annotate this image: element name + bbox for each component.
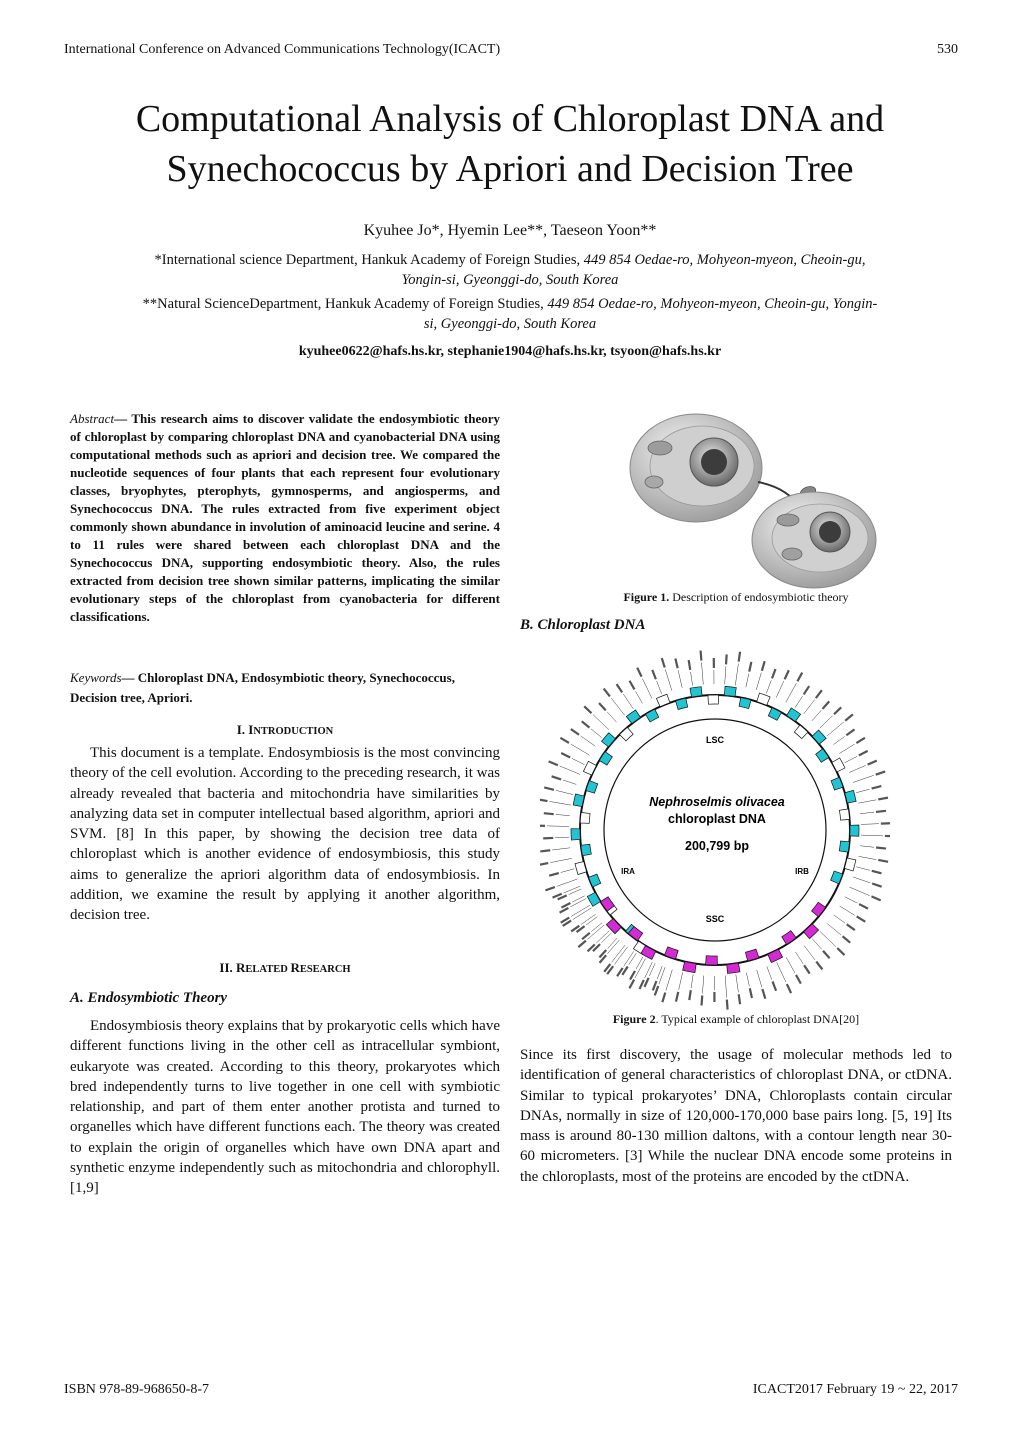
- gene-block: [839, 841, 849, 852]
- gene-label-glyph: [878, 798, 888, 800]
- gene-block: [571, 829, 580, 840]
- gene-label-glyph: [675, 659, 677, 669]
- gene-label-glyph: [540, 863, 548, 865]
- gene-block: [583, 761, 596, 775]
- gene-label-glyph: [727, 1000, 728, 1010]
- gene-block: [602, 733, 616, 747]
- subsection-heading-chloroplast-dna: B. Chloroplast DNA: [520, 617, 646, 633]
- gene-label-glyph: [540, 799, 547, 801]
- gene-label-tick: [586, 917, 597, 925]
- authors: Kyuhee Jo*, Hyemin Lee**, Taeseon Yoon**: [363, 222, 657, 239]
- gene-label-tick: [555, 837, 569, 838]
- abstract: [70, 410, 500, 626]
- gene-label-glyph: [701, 996, 702, 1006]
- gene-label-glyph: [662, 658, 665, 668]
- gene-label-tick: [776, 681, 784, 697]
- gene-label-tick: [736, 975, 739, 993]
- region-label-irb: IRB: [795, 867, 809, 876]
- gene-label-tick: [839, 744, 854, 753]
- gene-label-tick: [795, 696, 803, 708]
- gene-label-glyph: [561, 753, 570, 757]
- gene-label-tick: [607, 712, 616, 722]
- gene-label-glyph: [804, 686, 809, 694]
- gene-label-glyph: [582, 721, 590, 727]
- gene-label-glyph: [545, 887, 554, 890]
- gene-label-glyph: [762, 661, 765, 671]
- region-label-lsc: LSC: [706, 735, 724, 745]
- gene-label-glyph: [604, 689, 610, 697]
- gene-label-tick: [861, 824, 879, 825]
- figure-1-label: Figure 1.: [623, 590, 670, 604]
- gene-block: [587, 892, 600, 906]
- footer-event: ICACT2017 February 19 ~ 22, 2017: [752, 1382, 958, 1397]
- keywords: [70, 668, 500, 708]
- gene-label-glyph: [845, 714, 853, 720]
- gene-block: [757, 693, 770, 705]
- gene-label-tick: [840, 906, 855, 915]
- gene-label-tick: [591, 729, 602, 738]
- gene-label-tick: [827, 923, 841, 935]
- gene-label-tick: [611, 698, 625, 715]
- gene-label-tick: [834, 915, 845, 923]
- page-number: 530: [937, 42, 958, 57]
- gene-block: [599, 752, 612, 766]
- gene-label-tick: [601, 933, 611, 943]
- gene-label-tick: [552, 848, 570, 850]
- gene-block: [580, 812, 590, 823]
- gene-label-tick: [659, 967, 665, 984]
- gene-label-glyph: [644, 978, 648, 987]
- gene-label-glyph: [739, 652, 740, 662]
- figure-1-endosymbiosis-illustration: [618, 410, 878, 590]
- gene-label-tick: [642, 678, 652, 698]
- gene-label-tick: [812, 939, 821, 949]
- region-label-ira: IRA: [621, 867, 635, 876]
- gene-label-tick: [804, 946, 815, 960]
- gene-label-glyph: [868, 761, 877, 765]
- gene-label-glyph: [878, 860, 888, 862]
- gene-label-tick: [635, 691, 642, 703]
- figure-2-caption-text: . Typical example of chloroplast DNA[20]: [655, 1012, 860, 1026]
- gene-label-glyph: [846, 729, 854, 735]
- gene-label-tick: [679, 972, 683, 990]
- gene-label-tick: [564, 886, 581, 893]
- gene-label-glyph: [655, 986, 658, 995]
- gene-label-glyph: [544, 787, 554, 789]
- introduction-text: This document is a template. Endosymbiosis is the most convincing theory of the cell evolution. According to the preceding research, it was already revealed that bacteria and mitochondria have similarities by analyzing data set in computer intellectual based algorithm, apriori and SVM. [8] In this paper, by showing the decision tree data of chloroplast which is another evidence of endosymbiosis, this study aims to generalize the apriori algorithm data of endosymbiosis. In addition, we examine the result by applying it another algorithm, decision tree.: [70, 745, 500, 924]
- gene-label-tick: [849, 887, 869, 896]
- affiliation-2-address: 449 854 Oedae-ro, Mohyeon-myeon, Cheoin-gu, Yongin-: [547, 296, 878, 312]
- author-emails: kyuhee0622@hafs.hs.kr, stephanie1904@hafs.hs.kr, tsyoon@hafs.hs.kr: [298, 344, 722, 359]
- gene-block: [708, 695, 719, 704]
- keywords-text: Chloroplast DNA, Endosymbiotic theory, Synechococcus, Decision tree, Apriori.: [70, 670, 455, 705]
- gene-label-glyph: [823, 951, 830, 958]
- abstract-label: Abstract: [70, 411, 115, 426]
- gene-label-tick: [746, 973, 749, 987]
- gene-block: [794, 725, 808, 739]
- gene-label-tick: [550, 858, 572, 862]
- gene-label-glyph: [823, 701, 830, 708]
- gene-label-glyph: [726, 654, 727, 664]
- gene-label-glyph: [750, 988, 752, 998]
- gene-label-tick: [636, 957, 643, 969]
- gene-label-tick: [725, 976, 727, 998]
- gene-label-tick: [614, 947, 627, 965]
- gene-block: [816, 749, 829, 763]
- gene-label-glyph: [640, 980, 644, 989]
- gene-label-tick: [725, 666, 726, 684]
- genome-species-name: Nephroselmis olivacea: [649, 795, 785, 809]
- gene-label-glyph: [816, 962, 822, 970]
- gene-label-glyph: [599, 703, 606, 710]
- gene-label-tick: [860, 846, 874, 848]
- gene-label-tick: [608, 938, 617, 948]
- gene-label-glyph: [816, 690, 822, 698]
- section-heading-related-research: II. RELATED RESEARCH: [219, 960, 351, 975]
- gene-label-glyph: [787, 984, 791, 993]
- gene-label-tick: [563, 780, 576, 784]
- gene-label-tick: [756, 673, 761, 690]
- gene-block: [787, 708, 801, 722]
- gene-label-tick: [804, 700, 815, 714]
- gene-label-tick: [702, 663, 704, 685]
- gene-label-tick: [767, 966, 772, 979]
- affiliation-2-city: si, Gyeonggi-do, South Korea: [423, 316, 597, 332]
- gene-label-tick: [757, 970, 762, 987]
- gene-label-glyph: [549, 761, 558, 765]
- gene-label-glyph: [552, 776, 561, 779]
- gene-label-tick: [560, 766, 580, 774]
- gene-label-tick: [812, 710, 821, 720]
- gene-label-glyph: [561, 903, 570, 908]
- gene-label-glyph: [773, 981, 777, 990]
- gene-label-tick: [702, 976, 703, 994]
- gene-label-tick: [572, 758, 585, 764]
- gene-label-tick: [766, 680, 771, 693]
- gene-label-glyph: [560, 738, 569, 743]
- gene-label-glyph: [653, 981, 657, 990]
- gene-label-glyph: [872, 883, 881, 886]
- gene-block: [832, 758, 845, 772]
- gene-label-tick: [557, 879, 578, 886]
- gene-block: [768, 708, 781, 721]
- keywords-dash: —: [121, 670, 138, 685]
- gene-block: [620, 727, 634, 741]
- gene-label-tick: [624, 951, 634, 966]
- gene-block: [656, 694, 670, 706]
- gene-label-tick: [859, 800, 877, 803]
- gene-label-glyph: [630, 681, 635, 690]
- affiliation-1: [64, 250, 956, 290]
- gene-label-glyph: [876, 811, 886, 812]
- gene-label-tick: [795, 952, 803, 964]
- gene-label-tick: [691, 672, 693, 686]
- gene-label-glyph: [856, 738, 865, 743]
- gene-block: [683, 962, 697, 973]
- figure-2-chloroplast-genome-map: [540, 640, 890, 1010]
- gene-label-glyph: [804, 965, 810, 973]
- paper-title: [60, 94, 960, 194]
- gene-block: [664, 947, 678, 959]
- gene-label-tick: [581, 736, 596, 746]
- gene-label-glyph: [876, 847, 886, 848]
- genome-size: 200,799 bp: [685, 839, 749, 853]
- gene-block: [573, 794, 584, 807]
- gene-label-tick: [569, 889, 582, 895]
- affiliation-1-city: Yongin-si, Gyeonggi-do, South Korea: [401, 272, 619, 288]
- gene-label-glyph: [629, 980, 634, 989]
- gene-label-glyph: [834, 707, 841, 714]
- gene-label-tick: [587, 925, 604, 939]
- gene-block: [645, 709, 658, 722]
- gene-label-tick: [860, 812, 874, 814]
- gene-label-glyph: [749, 662, 751, 672]
- gene-label-glyph: [859, 751, 868, 756]
- affiliation-2: [64, 294, 956, 334]
- gene-block: [739, 697, 751, 708]
- gene-label-glyph: [689, 660, 691, 670]
- gene-label-glyph: [549, 873, 559, 876]
- figure-2-caption: [520, 1012, 952, 1027]
- gene-label-glyph: [837, 948, 844, 955]
- gene-label-tick: [859, 856, 877, 859]
- gene-label-glyph: [872, 871, 882, 874]
- genome-region-ring: [604, 719, 826, 941]
- gene-label-glyph: [540, 850, 550, 851]
- gene-label-tick: [678, 670, 682, 688]
- gene-block: [812, 902, 826, 917]
- gene-label-tick: [556, 790, 573, 794]
- gene-label-glyph: [762, 989, 765, 999]
- gene-label-tick: [649, 963, 655, 976]
- gene-block: [768, 949, 783, 962]
- gene-block: [850, 825, 859, 836]
- gene-label-tick: [845, 897, 857, 903]
- gene-label-tick: [561, 869, 574, 873]
- footer-isbn: ISBN 978-89-968650-8-7: [64, 1382, 210, 1397]
- gene-label-glyph: [872, 786, 882, 789]
- title-line-1: Computational Analysis of Chloroplast DNA and: [135, 98, 885, 140]
- gene-block: [626, 710, 640, 724]
- endosymbiotic-theory-text: Endosymbiosis theory explains that by prokaryotic cells which have different functions living in the other cell as intracellular symbiont, eukaryote was created. According to this theory, prokaryotes which bred independently turns to live together in one cell with symbiotic relationship, and part of them enter another protista and turned to organelles which have different functions each. The theory was created to explain the origin of organelles which have own DNA apart and synthetic enzyme independently such as mitochondria and chlorophyll. [1,9]: [70, 1018, 500, 1197]
- gene-label-glyph: [571, 729, 579, 735]
- gene-label-tick: [665, 670, 672, 691]
- gene-label-glyph: [857, 916, 866, 921]
- gene-block: [706, 956, 718, 965]
- gene-label-tick: [786, 957, 795, 973]
- gene-label-tick: [623, 694, 633, 709]
- gene-label-tick: [827, 722, 844, 736]
- affiliation-2-plain: **Natural ScienceDepartment, Hankuk Academy of Foreign Studies,: [142, 296, 548, 312]
- gene-label-glyph: [617, 684, 623, 692]
- gene-label-glyph: [622, 966, 627, 974]
- gene-block: [724, 686, 736, 696]
- gene-label-tick: [833, 736, 844, 744]
- gene-label-tick: [657, 681, 662, 694]
- gene-label-glyph: [785, 670, 789, 679]
- gene-label-glyph: [584, 706, 591, 713]
- figure-1-caption-text: Description of endosymbiotic theory: [669, 590, 849, 604]
- gene-label-glyph: [796, 975, 801, 984]
- gene-blocks: [571, 686, 859, 973]
- gene-block: [812, 730, 826, 744]
- gene-label-tick: [853, 877, 870, 883]
- gene-block: [804, 924, 819, 939]
- gene-label-tick: [556, 814, 570, 815]
- section-heading-introduction: I. INTRODUCTION: [236, 722, 334, 737]
- gene-label-glyph: [871, 896, 880, 900]
- gene-label-glyph: [544, 813, 554, 814]
- gene-label-glyph: [662, 993, 665, 1003]
- gene-label-tick: [820, 716, 833, 729]
- gene-label-tick: [820, 931, 836, 946]
- figure-1-caption: [520, 590, 952, 605]
- gene-label-glyph: [876, 771, 885, 774]
- gene-label-tick: [549, 801, 571, 805]
- gene-block: [831, 871, 843, 884]
- gene-label-tick: [845, 756, 857, 762]
- figure-2-label: Figure 2: [612, 1012, 656, 1026]
- subsection-heading-endosymbiotic-theory: A. Endosymbiotic Theory: [70, 990, 228, 1006]
- gene-label-glyph: [772, 669, 776, 678]
- affiliation-1-address: 449 854 Oedae-ro, Mohyeon-myeon, Cheoin-gu,: [583, 252, 866, 268]
- gene-label-glyph: [652, 670, 656, 679]
- gene-label-glyph: [630, 971, 635, 980]
- gene-block: [831, 777, 843, 790]
- gene-label-glyph: [560, 908, 569, 913]
- region-label-ssc: SSC: [705, 914, 725, 924]
- gene-label-tick: [645, 962, 653, 978]
- gene-label-tick: [571, 744, 590, 755]
- gene-label-tick: [593, 715, 609, 730]
- gene-label-glyph: [578, 941, 586, 948]
- gene-label-tick: [856, 867, 870, 871]
- gene-label-glyph: [701, 651, 702, 661]
- gene-label-glyph: [859, 904, 868, 909]
- gene-label-glyph: [689, 990, 690, 1000]
- gene-label-glyph: [617, 968, 623, 976]
- gene-label-tick: [572, 896, 584, 902]
- gene-label-tick: [849, 765, 866, 772]
- gene-label-tick: [746, 674, 749, 688]
- running-header: International Conference on Advanced Communications Technology(ICACT): [64, 42, 501, 57]
- gene-block: [581, 844, 591, 855]
- chloroplast-dna-text: Since its first discovery, the usage of molecular methods led to identification of general characteristics of chloroplast DNA, or ctDNA. Similar to typical prokaryotes’ DNA, Chloroplasts contain circular DNAs, normally in size of 120,000-170,000 base pairs long. [5, 19] Its mass is around 80-130 million daltons, with a contour length near 30-60 micrometers. [3] While the nuclear DNA encode some proteins in the chloroplasts, most of the proteins are encoded by the ctDNA.: [520, 1047, 952, 1185]
- genome-subtitle: chloroplast DNA: [668, 812, 766, 826]
- gene-label-tick: [777, 962, 786, 982]
- gene-block: [782, 931, 796, 945]
- gene-label-tick: [570, 899, 586, 907]
- gene-label-tick: [853, 775, 874, 782]
- gene-block: [839, 809, 849, 820]
- gene-label-tick: [856, 789, 870, 793]
- gene-label-tick: [591, 923, 602, 932]
- gene-block: [589, 874, 601, 887]
- title-line-2: Synechococcus by Apriori and Decision Tree: [166, 148, 854, 190]
- abstract-dash: —: [114, 411, 132, 426]
- gene-block: [690, 687, 702, 697]
- gene-label-glyph: [843, 936, 851, 942]
- gene-label-glyph: [637, 668, 641, 677]
- keywords-label: Keywords: [70, 670, 122, 685]
- gene-label-tick: [861, 835, 883, 836]
- gene-label-tick: [786, 683, 797, 702]
- abstract-text: This research aims to discover validate the endosymbiotic theory of chloroplast by comparing chloroplast DNA and cyanobacterial DNA using computational methods such as apriori and decision tree. We compared the nucleotide sequences of four plants that each represent four evolutionary classes, bryophytes, pterophyts, gymnosperms, and angiosperms, and Synechococcus DNA. The rules extracted from five experiment object commonly shown abundance in involution of aminoacid leucine and serine. 4 to 11 rules were shared between each chloroplast DNA and the Synechococcus DNA, supporting endosymbiotic theory. Also, the rules extracted from decision tree shown similar patterns, implicating the similar evolutionary steps of the chloroplast from cyanobacteria for different classifications.: [70, 411, 501, 624]
- gene-label-glyph: [797, 673, 802, 682]
- gene-label-tick: [612, 945, 626, 962]
- gene-label-tick: [666, 970, 672, 991]
- affiliation-1-plain: *International science Department, Hankuk Academy of Foreign Studies,: [154, 252, 584, 268]
- gene-block: [727, 963, 740, 974]
- gene-label-glyph: [676, 992, 678, 1002]
- gene-label-tick: [691, 974, 693, 988]
- gene-label-tick: [735, 664, 738, 686]
- gene-label-glyph: [739, 994, 740, 1004]
- gene-label-tick: [629, 953, 637, 965]
- gene-label-tick: [547, 826, 569, 827]
- gene-label-glyph: [847, 924, 855, 930]
